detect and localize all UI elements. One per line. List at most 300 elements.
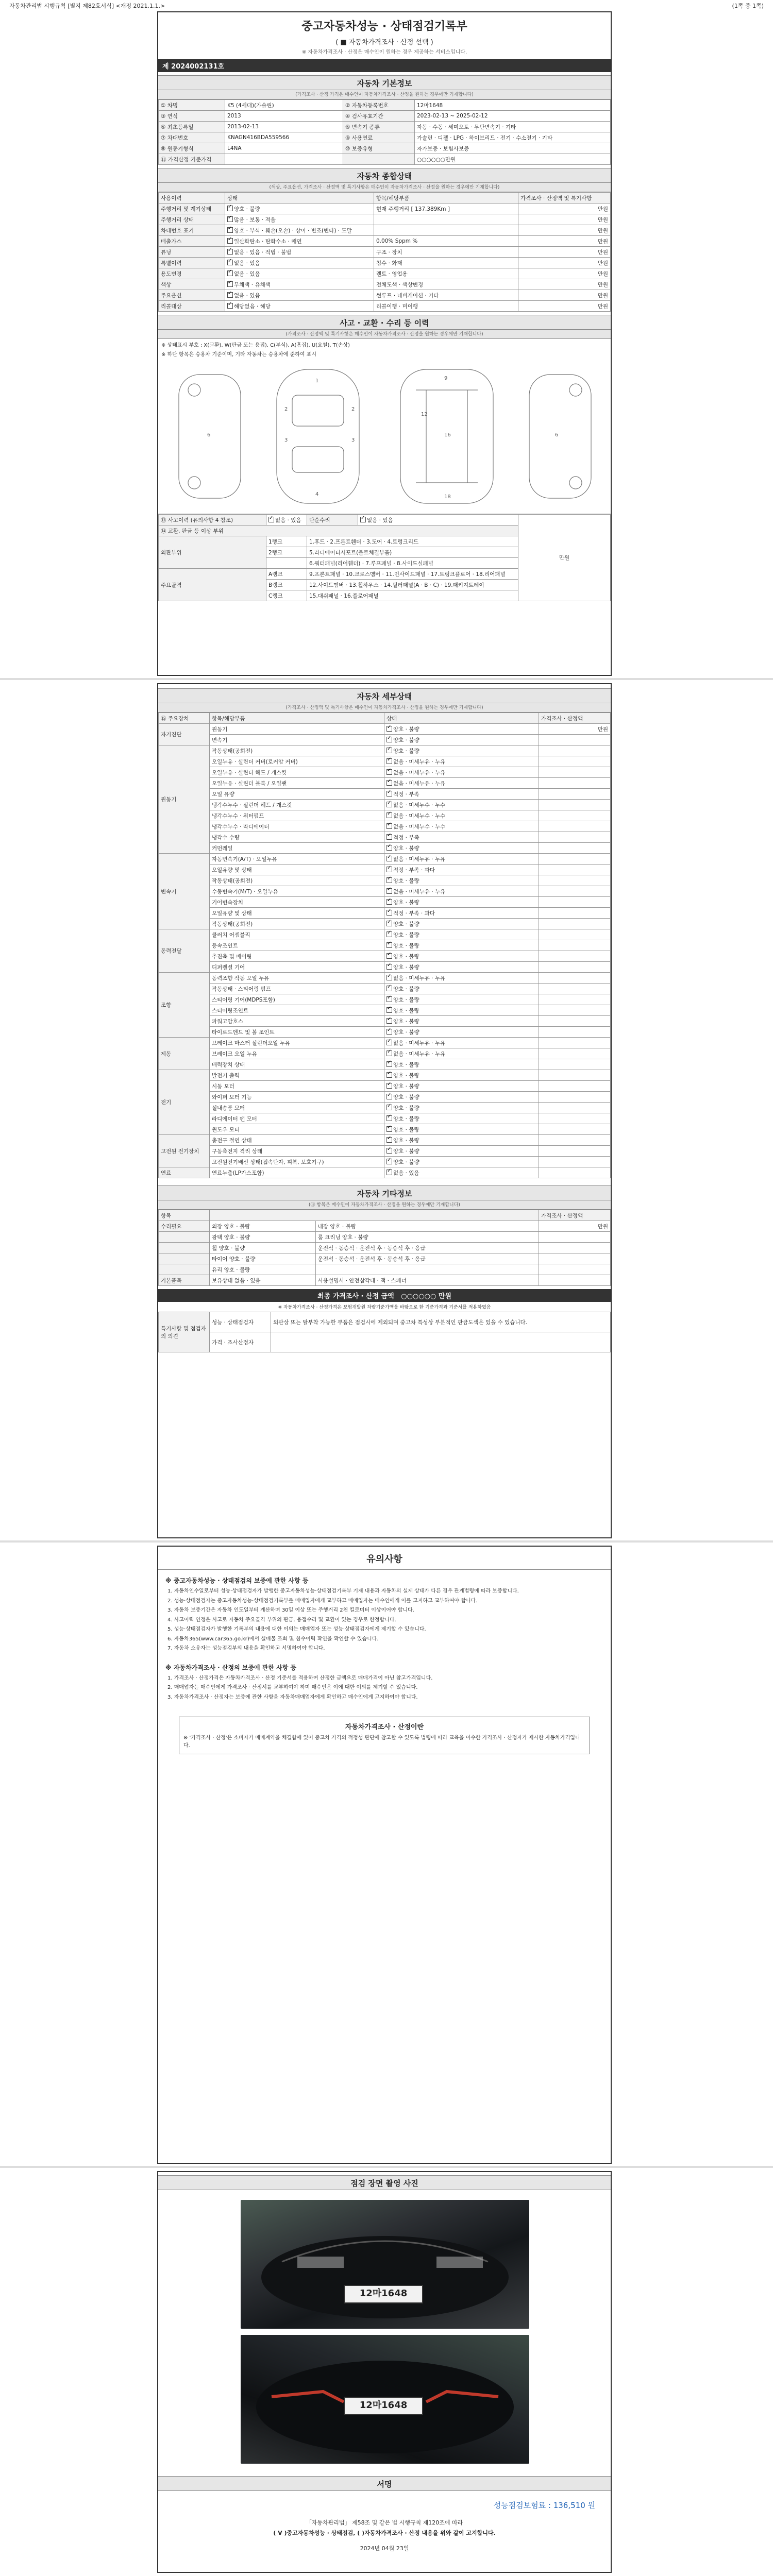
detail-price [539,973,611,984]
detail-row [159,1092,611,1103]
detail-price [539,756,611,767]
document-title: 중고자동차성능 · 상태점검기록부 [301,20,467,33]
detail-price [539,832,611,843]
vehicle-damage-diagram [158,359,611,514]
checkbox-icon [386,748,392,753]
detail-part: 실내송풍 모터 [210,1103,384,1113]
checkbox-icon [386,942,392,948]
checkbox-icon [227,238,233,244]
detail-state [384,919,539,929]
checkbox-icon [386,877,392,883]
detail-state-text: 없음 · 미세누수 · 누수 [393,812,446,819]
other-price: 만원 [539,1221,611,1232]
basic-key: ⑧ 사용연료 [343,132,415,143]
final-price-note: ※ 자동차가격조사 · 산정가격은 보험개발원 차량기준가액을 바탕으로 한 기준가격과 기준서를 적용하였음 [278,1305,491,1310]
checkbox-icon [386,867,392,872]
inspection-photo-front [241,2200,529,2329]
general-detail: 구조 · 장치 [374,247,518,258]
license-plate-rear: 12마1648 [344,2397,423,2415]
detail-row [159,1146,611,1157]
checkbox-icon [386,1018,392,1024]
detail-state-text: 양호 · 불량 [393,1061,419,1068]
general-item: 특별이력 [159,258,225,268]
photo-signature-page [157,2171,612,2573]
detail-price [539,1167,611,1178]
detail-part: 타이로드엔드 및 볼 조인트 [210,1027,384,1038]
notice-item: 1. 자동차인수일로부터 성능·상태점검자가 발행한 중고자동차성능·상태점검기록부 기재 내용과 자동차의 실제 상태가 다른 경우 관계법령에 따라 보증합니다. [167,1588,519,1594]
checkbox-icon [386,1040,392,1045]
accident-heading: 사고 · 교환 · 수리 등 이력 [158,315,611,330]
detail-price [539,1092,611,1103]
accident-legend: ※ 상태표시 부호 : X(교환), W(판금 또는 용접), C(부식), A(흠집), U(요철), T(손상) [161,343,350,348]
final-price-bar [158,1289,611,1302]
basic-value: 자가보증 · 보험사보증 [415,143,611,154]
detail-row [159,962,611,973]
outer-rank-3 [266,558,307,569]
car-windshield [292,395,344,426]
document-subtitle-note: ※ 자동차가격조사 · 산정은 매수인이 원하는 경우 제공하는 서비스입니다. [301,49,467,55]
detail-part: 변속기 [210,735,384,745]
general-item: 색상 [159,279,225,290]
detail-state [384,843,539,854]
basic-key: ③ 연식 [159,111,225,122]
checkbox-icon [386,780,392,786]
detail-price [539,865,611,875]
basic-key: ② 자동차등록번호 [343,100,415,111]
detail-state-text: 양호 · 불량 [393,1159,419,1165]
other-info-row [159,1243,611,1253]
detail-part: 수동변속기(M/T) · 오일누유 [210,886,384,897]
detail-state-text: 양호 · 불량 [393,1126,419,1133]
detail-part: 오일누유 · 실린더 커버(로커암 커버) [210,756,384,767]
other-item-b: 내장 양호 · 불량 [315,1221,539,1232]
general-state [225,247,374,258]
remarks-inspector-label: 성능 · 상태점검자 [210,1312,271,1332]
general-item: 용도변경 [159,268,225,279]
form-header [0,0,773,9]
basic-value: 자동 · 수동 · 세미오토 · 무단변속기 · 기타 [415,122,611,132]
signature-line-2: ( V )중고자동차성능 · 상태점검, ( )자동차가격조사 · 산정 내용을 위와 같이 고지합니다. [273,2530,496,2536]
other-item-a: 보유상태 없음 · 있음 [210,1275,316,1286]
detail-state [384,908,539,919]
detail-part: 스티어링조인트 [210,1005,384,1016]
accident-history-table [158,514,611,601]
detail-state [384,756,539,767]
general-state-table [158,192,611,312]
basic-value: K5 (4세대)(가솔린) [225,100,343,111]
general-state-row [159,301,611,312]
general-state-row [159,236,611,247]
checkbox-icon [386,953,392,959]
detail-price [539,735,611,745]
detail-price [539,951,611,962]
checkbox-icon [386,1126,392,1132]
checkbox-icon [386,1159,392,1164]
other-info-row [159,1253,611,1264]
detail-state-text: 양호 · 불량 [393,996,419,1003]
basic-value [225,154,343,165]
basic-key: ⑩ 보증유형 [343,143,415,154]
other-info-table [158,1210,611,1286]
detail-state-text: 양호 · 불량 [393,1029,419,1036]
detail-part: 작동상태(공회전) [210,875,384,886]
general-state-text: 없음 · 있음 · 적법 · 불법 [234,249,292,256]
checkbox-icon [227,292,233,298]
detail-state-text: 없음 · 미세누유 · 누유 [393,769,446,776]
other-col-item: 항목 [159,1210,210,1221]
general-state-text: 없음 · 있음 [234,270,260,277]
basic-value: 12마1648 [415,100,611,111]
checkbox-icon [386,964,392,970]
basic-info-row [159,154,611,165]
checkbox-icon [386,1170,392,1175]
detail-price [539,984,611,994]
detail-part: 원동기 [210,724,384,735]
detail-part: 기어변속장치 [210,897,384,908]
detail-state [384,1167,539,1178]
detail-group: 변속기 [159,854,210,929]
detail-price [539,1048,611,1059]
detail-state [384,800,539,810]
car-outline-diagram [158,359,611,514]
detail-row [159,1005,611,1016]
detail-state [384,962,539,973]
detail-part: 윈도우 모터 [210,1124,384,1135]
checkbox-icon [386,1050,392,1056]
wheel-left-rear [188,477,200,489]
notice-heading: 유의사항 [158,1552,611,1570]
accident-note: (가격조사 · 산정액 및 특기사항은 매수인이 자동차가격조사 · 산정을 원하는 경우에만 기재합니다) [158,330,611,339]
wheel-right-front [569,384,582,396]
detail-state-text: 없음 · 미세누수 · 누수 [393,823,446,830]
detail-part: 발전기 출력 [210,1070,384,1081]
detail-state [384,1157,539,1167]
insurance-fee-value: 136,510 원 [553,2501,595,2510]
svg-text:2: 2 [284,406,288,412]
basic-key: ⑥ 변속기 종류 [343,122,415,132]
other-group [159,1243,210,1253]
detail-row [159,875,611,886]
other-col-price: 가격조사 · 산정액 [539,1210,611,1221]
other-group: 기본품목 [159,1275,210,1286]
basic-key: ⑦ 차대번호 [159,132,225,143]
detail-price [539,810,611,821]
general-state-row [159,290,611,301]
other-info-row [159,1221,611,1232]
other-group [159,1232,210,1243]
general-state [225,214,374,225]
checkbox-icon [386,1083,392,1089]
checkbox-icon [386,791,392,796]
detail-group: 동력전달 [159,929,210,973]
detail-price [539,1157,611,1167]
checkbox-icon [386,931,392,937]
detail-state [384,1070,539,1081]
general-col-state: 상태 [225,193,374,204]
detail-state [384,1124,539,1135]
general-state-text: 일산화탄소 · 탄화수소 · 매연 [234,238,302,245]
checkbox-icon [386,1115,392,1121]
detail-part: 오일 유량 [210,789,384,800]
detail-part: 추진축 및 베어링 [210,951,384,962]
detail-price [539,854,611,865]
detail-state-text: 적정 · 부족 [393,791,419,798]
basic-info-heading: 자동차 기본정보 [158,75,611,90]
general-detail: 전체도색 · 색상변경 [374,279,518,290]
basic-value: 가솔린 · 디젤 · LPG · 하이브리드 · 전기 · 수소전기 · 기타 [415,132,611,143]
checkbox-icon [386,737,392,742]
detail-part: 작동상태 · 스티어링 펌프 [210,984,384,994]
detail-state [384,897,539,908]
signature-heading: 서명 [158,2476,611,2491]
detail-row [159,929,611,940]
notice-item: 2. 성능·상태점검자는 중고자동차성능·상태점검기록부를 매매업자에게 교부하고 매매업자는 매수인에게 이를 고지하고 교부하여야 합니다. [167,1598,478,1604]
general-price: 만원 [518,204,611,214]
checkbox-icon [386,726,392,732]
notice-page [157,1546,612,2164]
detail-state-text: 양호 · 불량 [393,1148,419,1155]
detail-part: 파워고압호스 [210,1016,384,1027]
outer-rank-2: 2랭크 [266,547,307,558]
notice-item: 3. 자동차 보증기간은 자동차 인도일부터 계산하며 30일 이상 또는 주행거리 2천 킬로미터 이상이어야 합니다. [167,1607,414,1613]
general-item: 주요옵션 [159,290,225,301]
general-state [225,204,374,214]
detail-state [384,1092,539,1103]
detail-row [159,1103,611,1113]
basic-info-table [158,99,611,165]
wheel-left-front [188,384,200,396]
detail-part: 작동상태(공회전) [210,919,384,929]
detail-row [159,1038,611,1048]
detail-row [159,919,611,929]
detail-row [159,994,611,1005]
detail-price [539,745,611,756]
detail-part: 클러치 어셈블리 [210,929,384,940]
detail-state-text: 양호 · 불량 [393,953,419,960]
detail-part: 충전구 절연 상태 [210,1135,384,1146]
detail-state [384,1081,539,1092]
detail-price [539,1081,611,1092]
detail-state-text: 없음 · 미세누유 · 누유 [393,1050,446,1057]
detail-state-text: 없음 · 미세누유 · 누유 [393,780,446,787]
detail-state-text: 양호 · 불량 [393,921,419,927]
detail-state [384,745,539,756]
accident-price: 만원 [518,515,611,601]
detail-row [159,778,611,789]
detail-price [539,1027,611,1038]
general-state-row [159,214,611,225]
detail-price [539,962,611,973]
checkbox-icon [386,1061,392,1067]
general-detail: 렌트 · 영업용 [374,268,518,279]
general-col-item: 사용이력 [159,193,225,204]
detail-part: 브레이크 오일 누유 [210,1048,384,1059]
basic-key: ⑪ 가격산정 기준가격 [159,154,225,165]
detail-part: 냉각수누수 · 라디에이터 [210,821,384,832]
checkbox-icon [386,834,392,840]
detail-part: 냉각수누수 · 실린더 헤드 / 개스킷 [210,800,384,810]
final-price-value: ○○○○○○ 만원 [401,1293,451,1300]
detail-state-text: 없음 · 미세누유 · 누유 [393,1040,446,1046]
detail-part: 등속조인트 [210,940,384,951]
detail-row [159,756,611,767]
detail-price [539,778,611,789]
other-item-a: 휠 양호 · 불량 [210,1243,316,1253]
other-info-row [159,1275,611,1286]
general-detail: 현재 주행거리 [ 137,389Km ] [374,204,518,214]
detail-state-text: 양호 · 불량 [393,1007,419,1014]
checkbox-icon [386,1029,392,1035]
detail-state [384,789,539,800]
detail-row [159,724,611,735]
detail-state [384,810,539,821]
checkbox-icon [227,281,233,287]
detail-state-text: 양호 · 불량 [393,931,419,938]
detail-price [539,940,611,951]
remarks-label: 특기사항 및 점검자의 의견 [159,1312,210,1352]
basic-key [343,154,415,165]
detail-row [159,940,611,951]
detail-state-text: 없음 · 있음 [393,1170,419,1176]
detail-part: 커먼레일 [210,843,384,854]
other-item-a: 광택 양호 · 불량 [210,1232,316,1243]
detail-row [159,908,611,919]
notice-list-2 [158,1675,611,1702]
detail-price [539,1103,611,1113]
detail-part: 오일누유 · 실린더 블록 / 오일팬 [210,778,384,789]
final-price-label: 최종 가격조사 · 산정 금액 [317,1293,394,1300]
simple-repair-label: 단순수리 [307,515,358,526]
other-col-detail [210,1210,539,1221]
other-group [159,1253,210,1264]
general-state-text: 양호 · 부식 · 훼손(오손) · 상이 · 변조(변타) · 도말 [234,227,352,234]
detail-state-text: 양호 · 불량 [393,748,419,754]
appraisal-info-box [179,1717,590,1754]
detail-row [159,1059,611,1070]
detail-state-text: 양호 · 불량 [393,845,419,852]
detail-state [384,1059,539,1070]
checkbox-icon [227,260,233,265]
detail-group: 조향 [159,973,210,1038]
detail-col-device: ⑮ 주요장치 [159,713,210,724]
appraisal-info-text: ※ '가격조사 · 산정'은 소비자가 매매계약을 체결함에 있어 중고차 가격의 적정성 판단에 참고할 수 있도록 법령에 따라 교육을 이수한 가격조사 · 산정자가 제시한 자동차가격입니다. [183,1735,580,1749]
inspection-record-page-1 [157,11,612,676]
checkbox-icon [386,921,392,926]
detail-state-text: 적정 · 부족 [393,834,419,841]
detail-group: 전기 [159,1070,210,1135]
other-item-a: 외장 양호 · 불량 [210,1221,316,1232]
checkbox-icon [227,270,233,276]
basic-value: 2013-02-13 [225,122,343,132]
detail-state [384,854,539,865]
detail-row [159,767,611,778]
general-price: 만원 [518,258,611,268]
appraisal-info-heading: 자동차가격조사 · 산정이란 [345,1723,424,1731]
detail-price [539,929,611,940]
detail-state-text: 양호 · 불량 [393,1137,419,1144]
other-item-a: 타이어 양호 · 불량 [210,1253,316,1264]
detail-state-text: 양호 · 불량 [393,964,419,971]
other-info-heading: 자동차 기타정보 [158,1185,611,1200]
checkbox-icon [227,227,233,233]
frame-rank-a-items: 9.프론트패널 · 10.크로스멤버 · 11.인사이드패널 · 17.트렁크플로어 · 18.리어패널 [307,569,518,580]
basic-value: KNAGN416BDA559566 [225,132,343,143]
detail-price: 만원 [539,724,611,735]
detail-group: 자기진단 [159,724,210,745]
general-state-heading: 자동차 종합상태 [158,168,611,183]
detail-state [384,1135,539,1146]
detail-part: 오일유량 및 상태 [210,865,384,875]
accident-history-label: ⑬ 사고이력 (유의사항 4 참조) [159,515,266,526]
detail-price [539,1113,611,1124]
outer-rank-1: 1랭크 [266,536,307,547]
accident-history-value: ✓ 없음 · 있음 [266,515,307,526]
detail-state [384,1027,539,1038]
checkbox-icon [386,812,392,818]
detail-row [159,1016,611,1027]
detail-state [384,735,539,745]
detail-state-text: 양호 · 불량 [393,877,419,884]
general-price: 만원 [518,301,611,312]
general-state [225,279,374,290]
detail-price [539,800,611,810]
detail-price [539,821,611,832]
general-state-text: 해당없음 · 해당 [234,303,271,310]
other-info-row [159,1264,611,1275]
general-col-price: 가격조사 · 산정액 및 특기사항 [518,193,611,204]
general-state [225,258,374,268]
frame-rank-c-items: 15.대쉬패널 · 16.플로어패널 [307,590,518,601]
general-col-detail: 항목/해당부품 [374,193,518,204]
detail-state-text: 없음 · 미세누수 · 누수 [393,802,446,808]
outer-rank-2-items: 5.라디에이터서포트(볼트체결부품) [307,547,518,558]
basic-info-row [159,100,611,111]
general-price: 만원 [518,268,611,279]
svg-text:3: 3 [351,437,355,443]
detail-state-text: 없음 · 미세누유 · 누유 [393,888,446,895]
detail-row [159,1027,611,1038]
other-item-b [315,1264,539,1275]
accident-legend-2: ※ 하단 항목은 승용차 기준이며, 기타 자동차는 승용차에 준하여 표시 [161,352,316,358]
other-price [539,1243,611,1253]
general-state [225,236,374,247]
detail-state [384,832,539,843]
detail-state [384,951,539,962]
detail-price [539,1016,611,1027]
detail-state-text: 양호 · 불량 [393,899,419,906]
general-item: 주행거리 상태 [159,214,225,225]
general-item: 튜닝 [159,247,225,258]
detail-state-text: 양호 · 불량 [393,1083,419,1090]
detail-price [539,897,611,908]
svg-text:3: 3 [284,437,288,443]
checkbox-icon [386,1007,392,1013]
detail-row [159,1113,611,1124]
detail-state [384,1038,539,1048]
detail-state-text: 적정 · 부족 · 과다 [393,910,435,917]
inspection-photo-rear [241,2335,529,2464]
general-state [225,268,374,279]
notice-item: 4. 사고이력 인정은 사고로 자동차 주요골격 부위의 판금, 용접수리 및 교환이 있는 경우로 한정합니다. [167,1617,396,1623]
detail-price [539,1038,611,1048]
basic-value: L4NA [225,143,343,154]
detail-state [384,1005,539,1016]
checkbox-icon [386,910,392,916]
other-group [159,1264,210,1275]
detail-part: 오일유량 및 상태 [210,908,384,919]
checkbox-icon [386,1105,392,1110]
detail-col-price: 가격조사 · 산정액 [539,713,611,724]
